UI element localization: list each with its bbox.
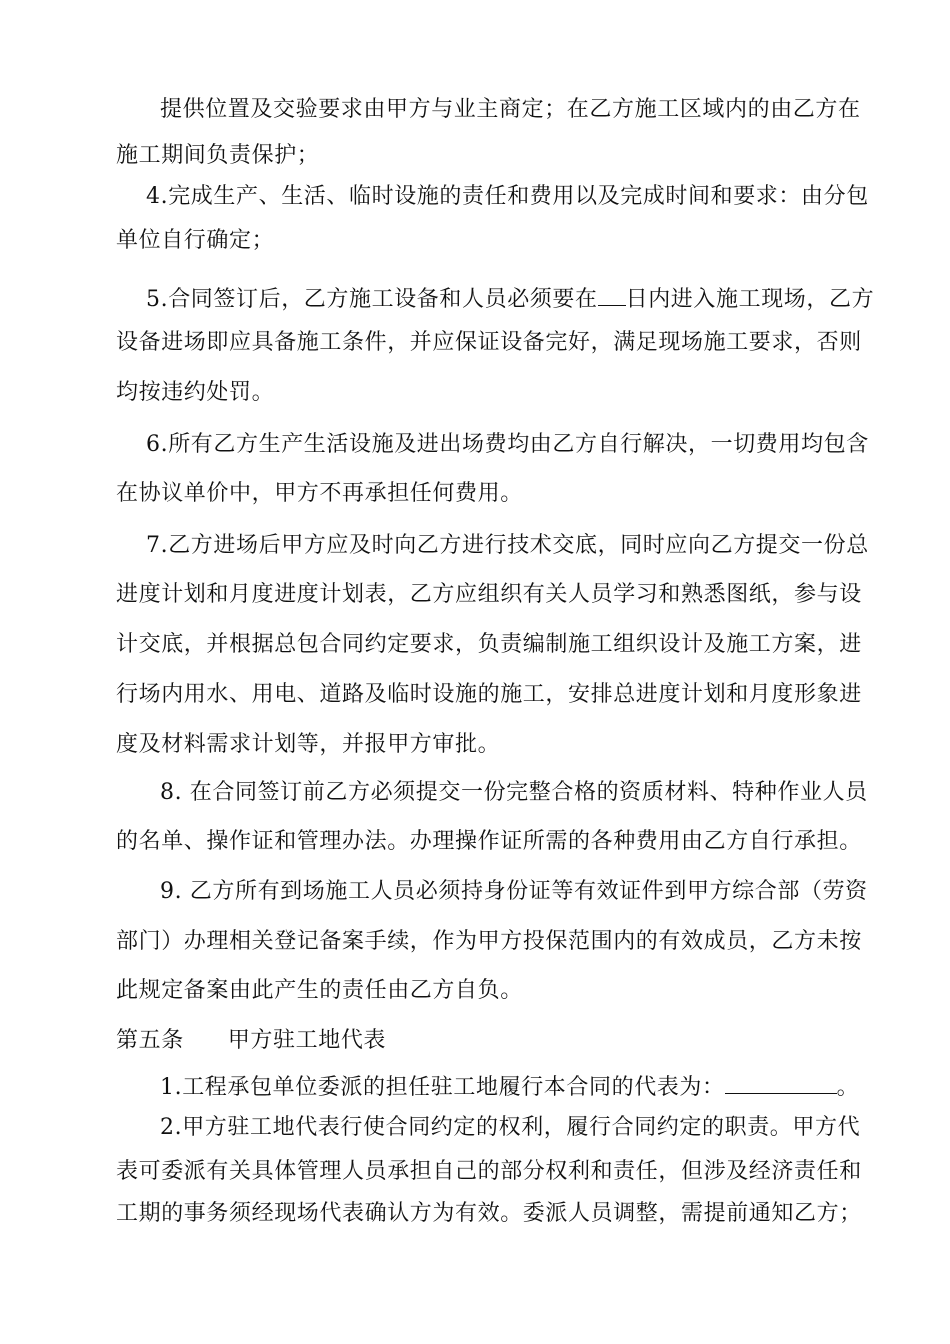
days-blank	[598, 283, 626, 306]
text-line: 部门）办理相关登记备案手续，作为甲方投保范围内的有效成员，乙方未按	[116, 929, 862, 954]
text-line: 度及材料需求计划等，并报甲方审批。	[116, 732, 501, 757]
text-segment: 日内进入施工现场，乙方	[625, 287, 875, 312]
clause-6: 6.所有乙方生产生活设施及进出场费均由乙方自行解决，一切费用均包含	[146, 432, 869, 457]
clause-9: 9. 乙方所有到场施工人员必须持身份证等有效证件到甲方综合部（劳资	[160, 879, 868, 904]
text-line: 计交底，并根据总包合同约定要求，负责编制施工组织设计及施工方案，进	[116, 632, 862, 657]
article-title: 甲方驻工地代表	[227, 1028, 387, 1053]
clause-4: 4.完成生产、生活、临时设施的责任和费用以及完成时间和要求：由分包	[146, 184, 869, 209]
article-number: 第五条	[116, 1028, 184, 1053]
text-line: 行场内用水、用电、道路及临时设施的施工，安排总进度计划和月度形象进	[116, 682, 862, 707]
text-line: 此规定备案由此产生的责任由乙方自负。	[116, 978, 523, 1003]
representative-blank	[725, 1071, 837, 1094]
text-line: 施工期间负责保护；	[116, 143, 320, 168]
article-5-item-1	[160, 1071, 859, 1102]
text-line: 工期的事务须经现场代表确认方为有效。委派人员调整，需提前通知乙方；	[116, 1201, 862, 1226]
text-segment: 。	[836, 1075, 860, 1100]
text-line: 单位自行确定；	[116, 228, 275, 253]
clause-7: 7.乙方进场后甲方应及时向乙方进行技术交底，同时应向乙方提交一份总	[146, 533, 869, 558]
article-5-item-2: 2.甲方驻工地代表行使合同约定的权利，履行合同约定的职责。甲方代	[160, 1115, 861, 1140]
text-line: 设备进场即应具备施工条件，并应保证设备完好，满足现场施工要求，否则	[116, 330, 862, 355]
text-line: 在协议单价中，甲方不再承担任何费用。	[116, 481, 523, 506]
text-line: 的名单、操作证和管理办法。办理操作证所需的各种费用由乙方自行承担。	[116, 829, 862, 854]
text-line: 均按违约处罚。	[116, 380, 275, 405]
text-line: 进度计划和月度进度计划表，乙方应组织有关人员学习和熟悉图纸，参与设	[116, 582, 862, 607]
text-line: 表可委派有关具体管理人员承担自己的部分权利和责任，但涉及经济责任和	[116, 1159, 862, 1184]
clause-5	[146, 283, 874, 314]
article-heading	[116, 1027, 386, 1055]
text-segment: 5.合同签订后，乙方施工设备和人员必须要在	[146, 287, 598, 312]
text-line: 提供位置及交验要求由甲方与业主商定；在乙方施工区域内的由乙方在	[160, 97, 861, 122]
text-segment: 1.工程承包单位委派的担任驻工地履行本合同的代表为：	[160, 1075, 725, 1100]
clause-8: 8. 在合同签订前乙方必须提交一份完整合格的资质材料、特种作业人员	[160, 780, 868, 805]
